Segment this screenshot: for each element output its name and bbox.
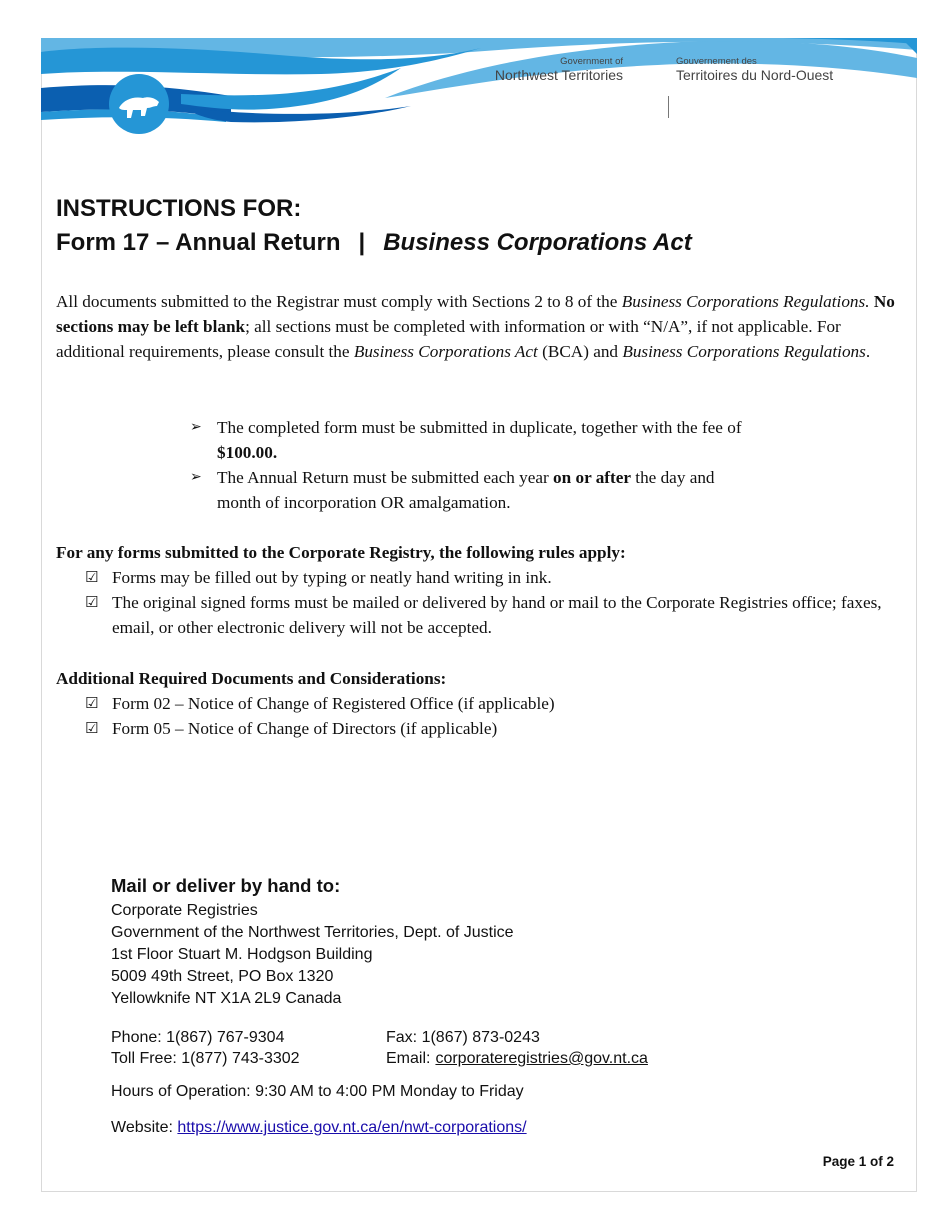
page-title xyxy=(56,192,692,260)
header-banner xyxy=(41,38,917,138)
gov-name-english: Government of Northwest Territories xyxy=(494,56,623,83)
list-item: ➢ The Annual Return must be submitted each year on or after the day and month of incorporation OR amalgamation. xyxy=(190,465,750,515)
rules-heading: For any forms submitted to the Corporate Registry, the following rules apply: xyxy=(56,543,626,562)
banner-waves xyxy=(41,38,917,138)
checkbox-checked-icon: ☑ xyxy=(85,593,99,611)
fax-number: Fax: 1(867) 873-0243 xyxy=(386,1029,540,1046)
gov-name-french: Gouvernement des Territoires du Nord-Ouest xyxy=(676,56,834,83)
gov-name-divider xyxy=(668,96,669,118)
page-number: Page 1 of 2 xyxy=(822,1154,894,1169)
list-item: ☑ Forms may be filled out by typing or neatly hand writing in ink. xyxy=(85,565,897,590)
list-item: ☑ Form 02 – Notice of Change of Registered Office (if applicable) xyxy=(85,691,897,716)
additional-heading: Additional Required Documents and Considerations: xyxy=(56,669,447,688)
address-line: Government of the Northwest Territories, Dept. of Justice xyxy=(111,924,514,941)
list-item: ☑ The original signed forms must be mailed or delivered by hand or mail to the Corporate Registries office; faxes, email, or other electronic delivery will not be accepted. xyxy=(85,590,897,640)
title-line1: INSTRUCTIONS FOR: xyxy=(56,195,302,222)
list-item: ☑ Form 05 – Notice of Change of Directors (if applicable) xyxy=(85,716,897,741)
checkbox-checked-icon: ☑ xyxy=(85,694,99,712)
list-item: ➢ The completed form must be submitted in duplicate, together with the fee of $100.00. xyxy=(190,415,750,465)
hours-of-operation: Hours of Operation: 9:30 AM to 4:00 PM Monday to Friday xyxy=(111,1083,524,1100)
mailing-heading: Mail or deliver by hand to: xyxy=(111,875,341,896)
address-line: 1st Floor Stuart M. Hodgson Building xyxy=(111,946,373,963)
website-link[interactable]: https://www.justice.gov.nt.ca/en/nwt-corporations/ xyxy=(177,1119,527,1136)
additional-list xyxy=(85,691,897,741)
phone-number: Phone: 1(867) 767-9304 xyxy=(111,1029,285,1046)
phone-block xyxy=(111,1027,300,1069)
checkbox-checked-icon: ☑ xyxy=(85,568,99,586)
website-label: Website: xyxy=(111,1119,173,1136)
arrow-bullet-icon: ➢ xyxy=(190,469,202,485)
title-separator: | xyxy=(358,229,366,256)
address-line: Corporate Registries xyxy=(111,902,258,919)
title-form: Form 17 – Annual Return xyxy=(56,229,341,256)
fax-email-block xyxy=(386,1027,648,1069)
rules-list xyxy=(85,565,897,640)
website-line xyxy=(111,1117,527,1139)
email-label: Email: xyxy=(386,1050,431,1067)
email-link[interactable]: corporateregistries@gov.nt.ca xyxy=(435,1050,648,1067)
title-act: Business Corporations Act xyxy=(383,229,692,256)
address-line: 5009 49th Street, PO Box 1320 xyxy=(111,968,334,985)
mailing-address xyxy=(111,872,514,1010)
requirements-list xyxy=(190,415,750,515)
arrow-bullet-icon: ➢ xyxy=(190,419,202,435)
address-line: Yellowknife NT X1A 2L9 Canada xyxy=(111,990,342,1007)
toll-free-number: Toll Free: 1(877) 743-3302 xyxy=(111,1050,300,1067)
checkbox-checked-icon: ☑ xyxy=(85,719,99,737)
intro-paragraph: All documents submitted to the Registrar must comply with Sections 2 to 8 of the Business Corporations Regulations. No sections may be left blank; all sections must be completed with information or with “N/A”, if not applicable. For additional requirements, please consult the Business Corporations Act (BCA) and Business Corporations Regulations. xyxy=(56,292,895,361)
